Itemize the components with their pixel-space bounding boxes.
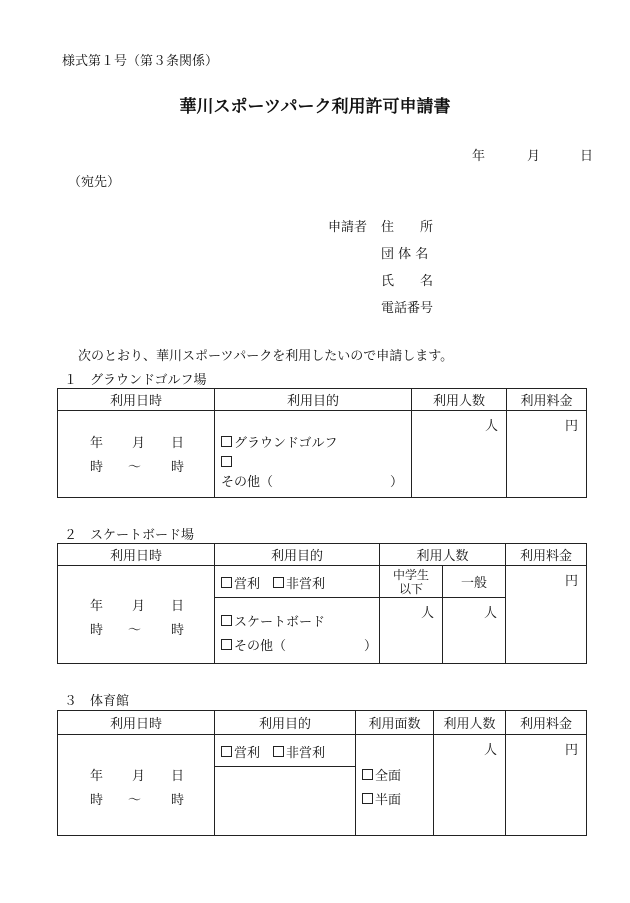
- checkbox-icon[interactable]: [273, 746, 284, 757]
- s2-purpose-skateboard[interactable]: スケートボード: [221, 611, 325, 630]
- s3-day-label: 日: [171, 769, 185, 784]
- s2-header-fee: 利用料金: [506, 544, 587, 566]
- checkbox-icon[interactable]: [221, 615, 232, 626]
- s1-hour-end-label: 時: [171, 460, 185, 475]
- s3-header-purpose: 利用目的: [215, 711, 356, 735]
- s2-junior-unit: 人: [420, 606, 434, 621]
- s1-header-people: 利用人数: [412, 389, 507, 411]
- s3-year-label: 年: [90, 769, 104, 784]
- s2-date-cell[interactable]: [58, 566, 215, 664]
- s3-area-full-option[interactable]: 全面: [362, 765, 401, 784]
- s3-non-profit-option[interactable]: 非営利: [273, 742, 325, 761]
- s2-general-cell[interactable]: [443, 598, 506, 664]
- s1-hour-start-label: 時: [90, 460, 104, 475]
- checkbox-icon[interactable]: [273, 577, 284, 588]
- s3-tilde: ～: [128, 793, 142, 808]
- s2-for-profit-option[interactable]: 営利: [221, 573, 260, 592]
- s3-header-date: 利用日時: [58, 711, 215, 735]
- s2-fee-unit: 円: [565, 574, 579, 589]
- s2-hour-start-label: 時: [90, 623, 104, 638]
- s2-purpose-cell: [215, 598, 380, 664]
- s2-header-date: 利用日時: [58, 544, 215, 566]
- s3-fee-unit: 円: [564, 743, 578, 758]
- s1-tilde: ～: [128, 460, 142, 475]
- s2-junior-cell[interactable]: [380, 598, 443, 664]
- s1-fee-cell[interactable]: [507, 411, 587, 498]
- applicant-label: 申請者: [328, 220, 368, 235]
- checkbox-icon[interactable]: [221, 746, 232, 757]
- s3-people-cell[interactable]: [434, 735, 506, 836]
- s1-year-label: 年: [90, 436, 104, 451]
- section2-table: [57, 543, 587, 664]
- s1-day-label: 日: [171, 436, 185, 451]
- checkbox-icon[interactable]: [362, 769, 373, 780]
- s3-hour-end-label: 時: [171, 793, 185, 808]
- s3-date-cell[interactable]: [58, 735, 215, 836]
- page-title: 華川スポーツパーク利用許可申請書: [179, 97, 451, 117]
- form-number: 様式第１号（第３条関係）: [62, 54, 219, 69]
- s1-header-fee: 利用料金: [507, 389, 587, 411]
- applicant-phone-label: 電話番号: [381, 301, 434, 316]
- s1-purpose-groundgolf[interactable]: グラウンドゴルフ: [221, 432, 337, 451]
- s1-date-cell[interactable]: [58, 411, 215, 498]
- s2-day-label: 日: [171, 599, 185, 614]
- s2-header-purpose: 利用目的: [215, 544, 380, 566]
- s3-header-area: 利用面数: [356, 711, 434, 735]
- s2-tilde: ～: [128, 623, 142, 638]
- s1-fee-unit: 円: [564, 419, 578, 434]
- s1-people-unit: 人: [484, 419, 498, 434]
- checkbox-icon[interactable]: [221, 436, 232, 447]
- applicant-name-label: 氏 名: [381, 274, 434, 289]
- checkbox-icon[interactable]: [362, 793, 373, 804]
- s2-non-profit-option[interactable]: 非営利: [273, 573, 325, 592]
- s3-people-unit: 人: [483, 743, 497, 758]
- section1-heading: １ グラウンドゴルフ場: [64, 373, 207, 388]
- applicant-group-label: 団 体 名: [381, 247, 429, 262]
- s3-area-cell: [356, 735, 434, 836]
- date-month-label: 月: [527, 149, 541, 164]
- date-year-label: 年: [472, 149, 486, 164]
- s3-fee-cell[interactable]: [506, 735, 587, 836]
- section3-table: [57, 710, 587, 836]
- s2-general-unit: 人: [484, 606, 498, 621]
- s2-year-label: 年: [90, 599, 104, 614]
- intro-text: 次のとおり、華川スポーツパークを利用したいので申請します。: [78, 349, 454, 364]
- checkbox-icon[interactable]: [221, 639, 232, 650]
- section2-heading: ２ スケートボード場: [64, 528, 195, 543]
- section1-table: [57, 388, 587, 498]
- s2-purpose-other[interactable]: その他（ ）: [221, 635, 377, 654]
- section3-heading: ３ 体育館: [64, 694, 130, 709]
- addressee-label: （宛先）: [68, 175, 121, 190]
- checkbox-icon[interactable]: [221, 456, 232, 467]
- s3-area-half-option[interactable]: 半面: [362, 789, 401, 808]
- s2-header-general: 一般: [443, 566, 506, 598]
- s3-profit-cell: [215, 735, 356, 767]
- date-day-label: 日: [580, 149, 594, 164]
- s2-header-people: 利用人数: [380, 544, 506, 566]
- s2-month-label: 月: [132, 599, 146, 614]
- s1-purpose-other[interactable]: その他（ ）: [221, 456, 411, 490]
- checkbox-icon[interactable]: [221, 577, 232, 588]
- s3-month-label: 月: [132, 769, 146, 784]
- s1-purpose-cell: [215, 411, 412, 498]
- s2-fee-cell[interactable]: [506, 566, 587, 664]
- s3-for-profit-option[interactable]: 営利: [221, 742, 260, 761]
- s3-hour-start-label: 時: [90, 793, 104, 808]
- s3-header-people: 利用人数: [434, 711, 506, 735]
- s2-header-junior: 中学生以下: [380, 566, 443, 598]
- applicant-address-label: 住 所: [381, 220, 434, 235]
- s1-people-cell[interactable]: [412, 411, 507, 498]
- s1-header-date: 利用日時: [58, 389, 215, 411]
- s3-purpose-detail-cell[interactable]: [215, 767, 356, 836]
- s1-month-label: 月: [132, 436, 146, 451]
- s2-hour-end-label: 時: [171, 623, 185, 638]
- s3-header-fee: 利用料金: [506, 711, 587, 735]
- s1-header-purpose: 利用目的: [215, 389, 412, 411]
- s2-profit-cell: [215, 566, 380, 598]
